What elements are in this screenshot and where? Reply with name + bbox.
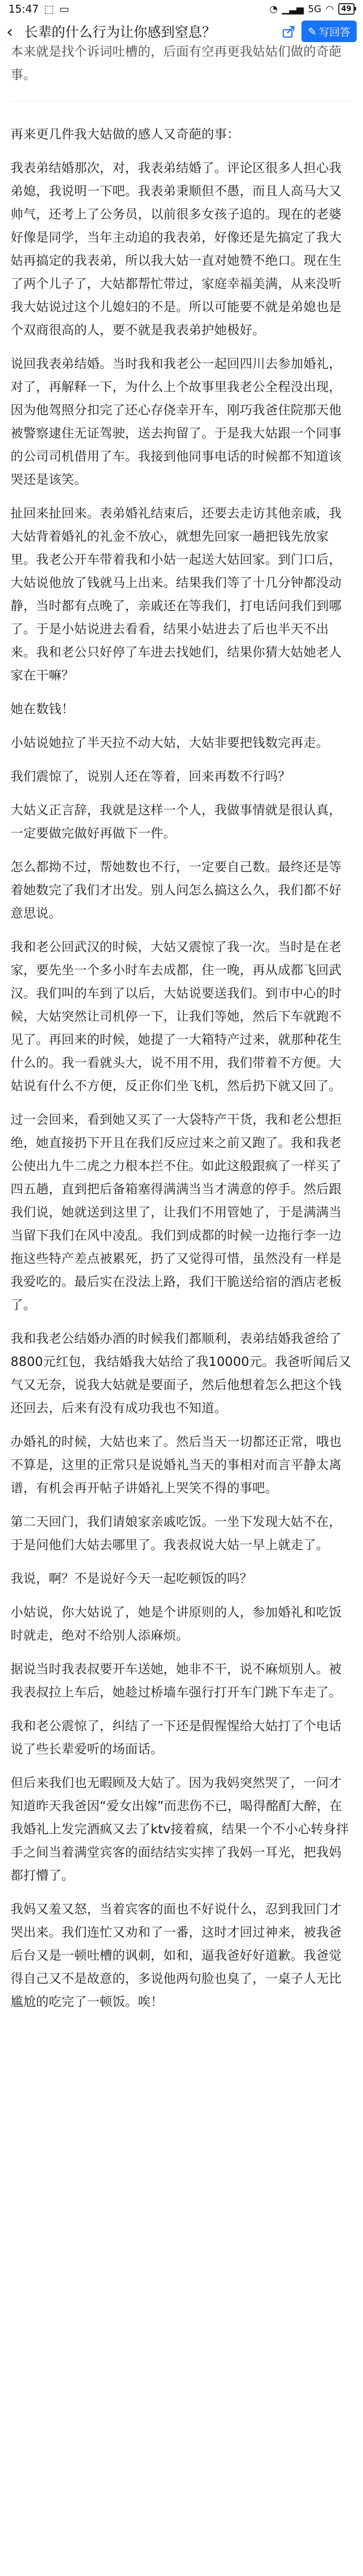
status-left	[8, 3, 69, 15]
answer-paragraph: 我说，啊？不是说好今天一起吃顿饭的吗？	[11, 1571, 253, 1586]
message-icon: ▭	[59, 3, 69, 15]
pencil-icon: ✎	[308, 25, 317, 38]
answer-paragraph: 小姑说，你大姑说了，她是个讲原则的人，参加婚礼和吃饭时就走，绝对不给别人添麻烦。	[11, 1605, 342, 1643]
wifi-icon: ◠	[325, 3, 334, 15]
back-arrow-icon[interactable]: ‹	[6, 21, 13, 42]
answer-paragraph: 说回我表弟结婚。当时我和我老公一起回四川去参加婚礼，对了，再解释一下，为什么上个故事里我老公全程没出现，因为他驾照分扣完了还心存侥幸开车，刚巧我爸住院那天他被警察逮住无证驾驶，送去拘留了。于是我大姑跟一个同事的公司司机借用了车。我接到他同事电话的时候都不知道该哭还是该笑。	[11, 356, 342, 487]
divider	[11, 101, 352, 102]
header-actions	[281, 21, 357, 42]
question-title[interactable]: 长辈的什么行为让你感到窒息？	[24, 25, 216, 41]
answer-paragraph: 我和我老公结婚办酒的时候我们都顺利，表弟结婚我爸给了8800元红包，我结婚我大姑给了我10000元。我爸听闻后又气又无奈，说我大姑就是要面子，然后他想着怎么把这个钱还回去，后来有没有成功我也不知道。	[11, 1331, 351, 1415]
answer-paragraph: 大姑义正言辞，我就是这样一个人，我做事情就是很认真，一定要做完做好再做下一件。	[11, 803, 342, 841]
notification-icon: ⬚	[44, 3, 54, 15]
status-right	[269, 3, 355, 15]
answer-paragraph: 再来更几件我大姑做的感人又奇葩的事：	[11, 127, 240, 142]
answer-paragraph: 我和老公回武汉的时候，大姑又震惊了我一次。当时是在老家，要先坐一个多小时车去成都，住一晚，再从成都飞回武汉。我们叫的车到了以后，大姑说要送我们。到市中心的时候，大姑突然让司机停一下，让我们等她，然后下车就跑不见了。再回来的时候，她提了一大箱特产过来，就那种花生什么的。我一看就头大，说不用不用，我们带着不方便。大姑说有什么不方便，反正你们坐飞机，然后扔下就又回了。	[11, 940, 342, 1093]
answer-paragraph: 我和老公震惊了，纠结了一下还是假惺惺给大姑打了个电话说了些长辈爱听的场面话。	[11, 1719, 342, 1756]
write-answer-label: 写回答	[319, 26, 350, 38]
status-time: 15:47	[8, 3, 39, 15]
answer-paragraph: 我妈又羞又怒，当着宾客的面也不好说什么，忍到我回门才哭出来。我们连忙又劝和了一番，这时才回过神来，被我爸后台又是一顿吐槽的讽刺，如和，逼我爸好好道歉。我爸觉得自己又不是故意的，多说他两句脸也臭了，一桌子人无比尴尬的吃完了一顿饭。唉！	[11, 1902, 342, 2009]
answer-paragraph: 怎么都拗不过，帮她数也不行，一定要自己数。最终还是等着她数完了我们才出发。别人问怎么搞这么久，我们都不好意思说。	[11, 860, 342, 921]
answer-paragraph: 我表弟结婚那次，对，我表弟结婚了。评论区很多人担心我弟媳，我说明一下吧。我表弟秉顺但不愚，而且人高马大又帅气，还考上了公务员，以前很多女孩子追的。现在的老婆好像是同学，当年主动追的我表弟，好像还是先搞定了我大姑再搞定的我表弟，所以我大姑一直对她赞不绝口。现在生了两个儿子了，大姑都帮忙带过，家庭幸福美满，从来没听我大姑说过这个儿媳妇的不是。所以可能要不就是弟媳也是个双商很高的人，要不就是我表弟护她极好。	[11, 161, 342, 337]
battery-level: 49	[341, 5, 351, 13]
answer-paragraph: 第二天回门，我们请娘家亲戚吃饭。一坐下发现大姑不在，于是问他们大姑去哪里了。我表叔说大姑一早上就走了。	[11, 1514, 342, 1552]
share-icon[interactable]	[281, 24, 296, 39]
battery-icon	[338, 3, 355, 15]
alarm-icon: ◔	[269, 3, 278, 15]
write-answer-button[interactable]	[301, 21, 357, 42]
answer-paragraph: 小姑说她拉了半天拉不动大姑，大姑非要把钱数完再走。	[11, 735, 329, 750]
answer-paragraph: 本来就是找个诉词吐槽的，后面有空再更我姑姑们做的奇葩事。	[11, 44, 342, 82]
answer-paragraph: 扯回来扯回来。表弟婚礼结束后，还要去走访其他亲戚，我大姑背着婚礼的礼金不放心，就想先回家一趟把钱先放家里。我老公开车带着我和小姑一起送大姑回家。到门口后，大姑说他放了钱就马上出来。结果我们等了十几分钟都没动静，当时都有点晚了，亲戚还在等我们，打电话问我们到哪了。于是小姑说进去看看，结果小姑进去了后也半天不出来。我和老公只好停了车进去找她们，结果你猜大姑她老人家在干嘛？	[11, 506, 342, 683]
status-bar	[0, 0, 363, 18]
signal-icon: ▁▃▅	[281, 3, 304, 15]
answer-paragraph: 过一会回来，看到她又买了一大袋特产干货，我和老公想拒绝，她直接扔下开且在我们反应过来之前又跑了。我和我老公使出九牛二虎之力根本拦不住。如此这般跟疯了一样买了四五趟，直到把后备箱塞得满满当当才满意的停手。然后跟我们说，她就送到这里了，让我们不用管她了，于是满满当当留下我们在风中凌乱。我们到成都的时候一边拖行李一边拖这些特产差点被累死，扔了又觉得可惜，虽然没有一样是我爱吃的。最后实在没法上路，我们干脆送给宿的酒店老板了。	[11, 1112, 342, 1312]
answer-paragraph: 她在数钱！	[11, 702, 74, 716]
answer-paragraph: 办婚礼的时候，大姑也来了。然后当天一切都还正常，哦也不算是，这里的正常只是说婚礼当天的事相对而言平静太离谱，有机会再开帖子讲婚礼上哭笑不得的事吧。	[11, 1434, 342, 1495]
answer-paragraph: 我们震惊了，说别人还在等着，回来再数不行吗？	[11, 769, 291, 784]
answer-content	[0, 40, 363, 2013]
answer-paragraph: 据说当时我表叔要开车送她，她非不干，说不麻烦别人。被我表叔拉上车后，她趁过桥墙车强行打开车门跳下车走了。	[11, 1662, 342, 1700]
answer-paragraph: 但后来我们也无暇顾及大姑了。因为我妈突然哭了，一问才知道昨天我爸因“爱女出嫁”而悲伤不已，喝得酩酊大醉，在我婚礼上发完酒疯又去了ktv接着疯，结果一个不小心转身拌手之间当着满堂宾客的面结结实实摔了我妈一耳光，把我妈都打懵了。	[11, 1775, 349, 1883]
network-label: 5G	[308, 3, 321, 15]
